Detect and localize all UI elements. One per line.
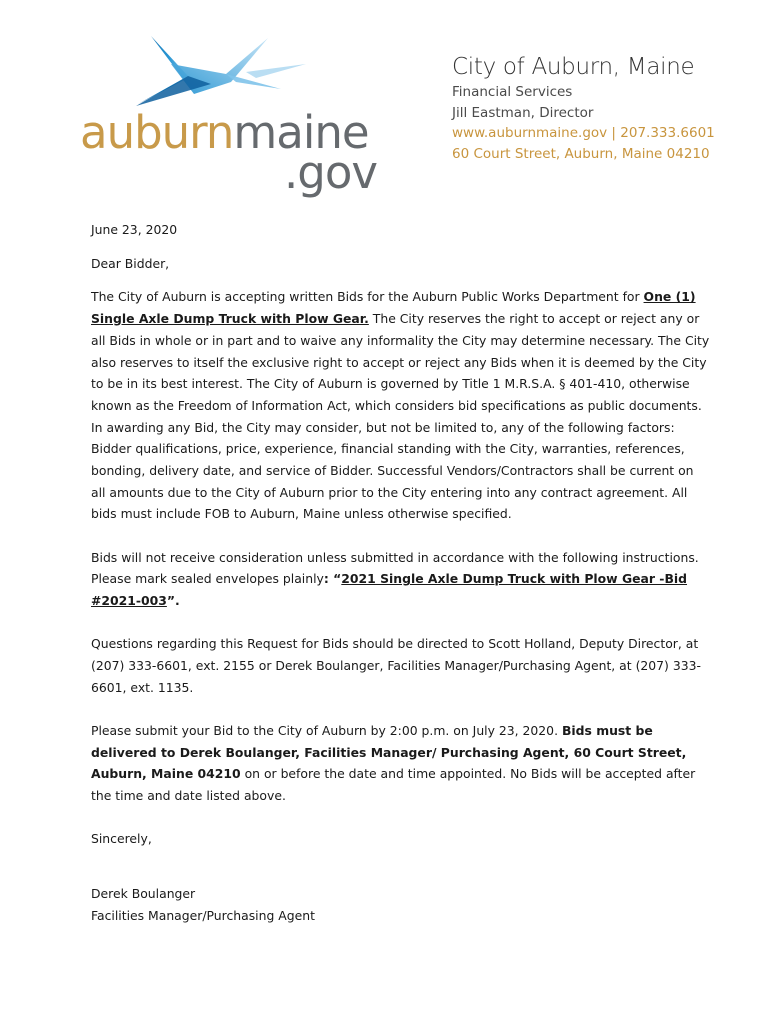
- paragraph-1: The City of Auburn is accepting written Bids for the Auburn Public Works Department for One (1) Single Axle Dump Truck with Plow Gear. The City reserves the right to accept or reject any or all Bids in whole or in part and to waive any informality the City may determine necessary. The City also reserves to itself the exclusive right to accept or reject any Bids when it is deemed by the City to be in its best interest. The City of Auburn is governed by Title 1 M.R.S.A. § 401-410, otherwise known as the Freedom of Information Act, which considers bid specifications as public documents. In awarding any Bid, the City may consider, but not be limited to, any of the following factors: Bidder qualifications, price, experience, financial standing with the City, warranties, references, bonding, delivery date, and service of Bidder. Successful Vendors/Contractors shall be current on all amounts due to the City of Auburn prior to the City entering into any contract agreement. All bids must include FOB to Auburn, Maine unless otherwise specified.: [91, 289, 710, 522]
- salutation: Dear Bidder,: [91, 255, 170, 271]
- city-name: City of Auburn, Maine: [452, 54, 695, 80]
- letterhead: [452, 52, 752, 164]
- logo-gov: .gov: [284, 146, 378, 199]
- letter-date: June 23, 2020: [91, 222, 178, 237]
- address: 60 Court Street, Auburn, Maine 04210: [452, 145, 710, 162]
- director: Jill Eastman, Director: [452, 104, 594, 121]
- paragraph-3: Questions regarding this Request for Bids should be directed to Scott Holland, Deputy Director, at (207) 333-6601, ext. 2155 or Derek Boulanger, Facilities Manager/Purchasing Agent, at (207) 333-6601, ext. 1135.: [91, 636, 701, 695]
- bid-title: 2021 Single Axle Dump Truck with Plow Gear -Bid #2021-003: [91, 571, 688, 609]
- signer-name: Derek Boulanger: [91, 886, 196, 902]
- department: Financial Services: [452, 84, 573, 100]
- web-and-phone: www.auburnmaine.gov | 207.333.6601: [452, 125, 715, 141]
- item-title: One (1) Single Axle Dump Truck with Plow Gear.: [91, 289, 696, 327]
- letter-body: [91, 219, 711, 927]
- logo-wordmark: auburnmaine: [80, 106, 369, 159]
- auburnmaine-logo: [76, 34, 378, 199]
- delivery-instructions: Bids must be delivered to Derek Boulanger, Facilities Manager/ Purchasing Agent, 60 Court Street, Auburn, Maine 04210: [91, 722, 687, 782]
- paragraph-2: Bids will not receive consideration unless submitted in accordance with the following instructions. Please mark sealed envelopes plainly: “2021 Single Axle Dump Truck with Plow Gear -Bid #2021-003”.: [91, 549, 699, 609]
- closing: Sincerely,: [91, 831, 152, 847]
- paragraph-4: Please submit your Bid to the City of Auburn by 2:00 p.m. on July 23, 2020. Bids must be delivered to Derek Boulanger, Facilities Manager/ Purchasing Agent, 60 Court Street, Auburn, Maine 04210 on or before the date and time appointed. No Bids will be accepted after the time and date listed above.: [91, 722, 696, 803]
- signer-title: Facilities Manager/Purchasing Agent: [91, 908, 315, 924]
